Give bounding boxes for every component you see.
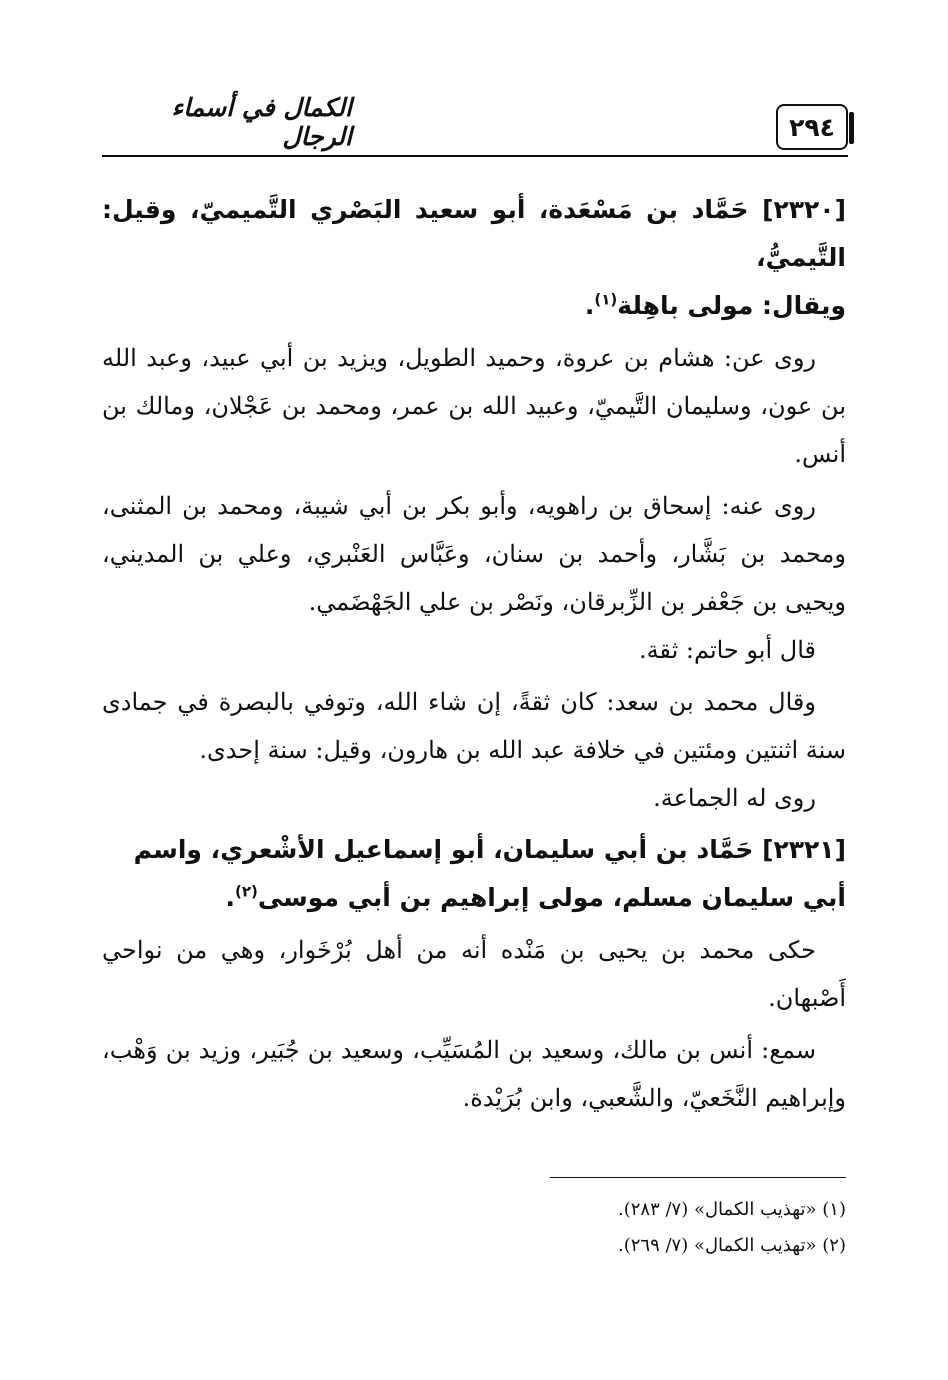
entry-heading-line: أبي سليمان مسلم، مولى إبراهيم بن أبي موسى	[257, 883, 846, 912]
page-body	[102, 186, 846, 1122]
entry-heading-line: [٢٣٢٠] حَمَّاد بن مَسْعَدة، أبو سعيد البَصْري التَّميميّ، وقيل: التَّيميُّ،	[102, 195, 846, 272]
footnote-ref[interactable]: (١)	[594, 290, 618, 309]
entry-heading-2320	[102, 186, 846, 330]
abu-hatim-statement: قال أبو حاتم: ثقة.	[638, 636, 816, 664]
entry-heading-line: [٢٣٢١] حَمَّاد بن أبي سليمان، أبو إسماعيل الأشْعري، واسم	[133, 835, 846, 864]
heading-end-mark: .	[225, 883, 236, 912]
footnote-divider	[550, 1177, 846, 1178]
entry-heading-2321	[102, 826, 846, 922]
footnote-ref[interactable]: (٢)	[235, 882, 258, 901]
heard-from-paragraph: سمع: أنس بن مالك، وسعيد بن المُسَيِّب، وسعيد بن جُبَير، وزيد بن وَهْب، وإبراهيم النَّخَعيّ، والشَّعبي، وابن بُرَيْدة.	[102, 1036, 846, 1112]
heading-end-mark: .	[584, 291, 595, 320]
ibn-saad-statement: وقال محمد بن سعد: كان ثقةً، إن شاء الله، وتوفي بالبصرة في جمادى سنة اثنتين ومئتين في خلافة عبد الله بن هارون، وقيل: سنة إحدى.	[102, 688, 846, 764]
narrated-by-paragraph: روى عنه: إسحاق بن راهويه، وأبو بكر بن أبي شيبة، ومحمد بن المثنى، ومحمد بن بَشَّار، وأحمد بن سنان، وعَبَّاس العَنْبري، وعلي بن المديني، ويحيى بن جَعْفر بن الزِّبرقان، ونَصْر بن علي الجَهْضَمي.	[102, 492, 846, 616]
entry-heading-line: ويقال: مولى باهِلة	[617, 291, 846, 320]
book-title-calligraphy: الكمال في أسماء الرجال	[171, 93, 352, 151]
footnote-1: (١) «تهذيب الكمال» (٧/ ٢٨٣).	[617, 1199, 846, 1220]
narrated-by-group: روى له الجماعة.	[653, 784, 816, 812]
narrated-from-paragraph: روى عن: هشام بن عروة، وحميد الطويل، ويزيد بن أبي عبيد، وعبد الله بن عون، وسليمان التَّيميّ، وعبيد الله بن عمر، ومحمد بن عَجْلان، ومالك بن أنس.	[102, 344, 846, 468]
page-number: ٢٩٤	[776, 104, 848, 150]
header-divider	[102, 155, 848, 157]
origin-paragraph: حكى محمد بن يحيى بن مَنْده أنه من أهل بُرْخَوار، وهي من نواحي أَصْبهان.	[102, 936, 846, 1012]
footnote-2: (٢) «تهذيب الكمال» (٧/ ٢٦٩).	[617, 1235, 846, 1256]
footnotes	[102, 1192, 846, 1264]
